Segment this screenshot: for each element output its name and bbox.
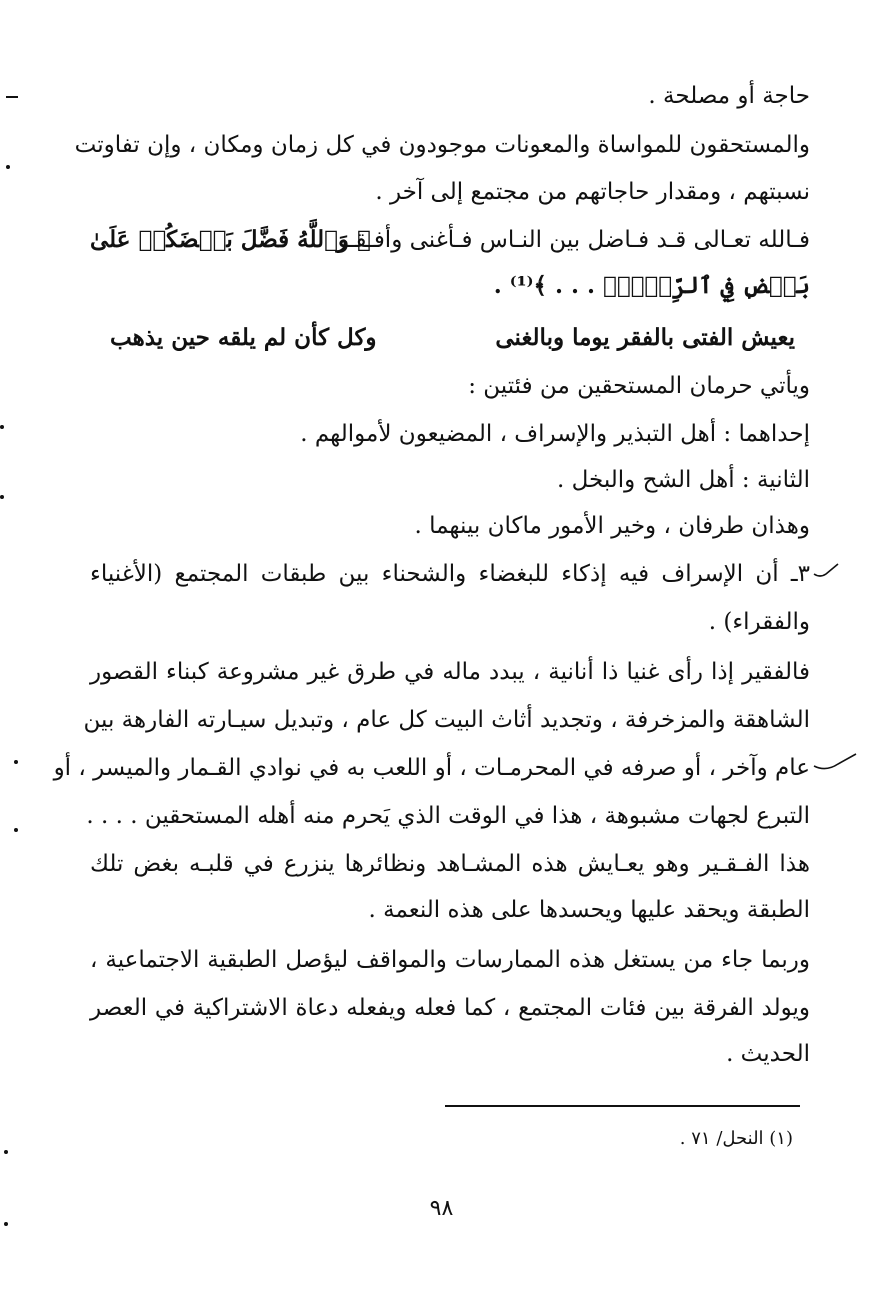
main-text [53, 80, 810, 1067]
margin-dot [14, 828, 18, 832]
footnote-divider [445, 1105, 800, 1107]
margin-dot [14, 760, 18, 764]
text-line: نسبتهم ، ومقدار حاجاتهم من مجتمع إلى آخر . [375, 179, 810, 205]
margin-dot [0, 495, 4, 499]
text-line: فالفقير إذا رأى غنيا ذا أنانية ، يبدد ماله في طرق غير مشروعة كبناء القصور [90, 659, 810, 685]
text-line: الشاهقة والمزخرفة ، وتجديد أثاث البيت كل عام ، وتبديل سيـارته الفارهة بين [83, 707, 810, 733]
margin-dot [4, 1222, 8, 1226]
quran-verse-continuation: بَعۡضٖ فِي ٱلرِّزۡقِۚ . . . ﴾⁽¹⁾ . [493, 272, 810, 299]
page-number: ٩٨ [429, 1196, 454, 1221]
text-line: ويأتي حرمان المستحقين من فئتين : [468, 373, 810, 399]
check-mark-icon [812, 560, 842, 580]
poem-second-hemistich: وكل كأن لم يلقه حين يذهب [110, 324, 377, 351]
text-line: الحديث . [726, 1041, 810, 1067]
text-line: ويولد الفرقة بين فئات المجتمع ، كما فعله ويفعله دعاة الاشتراكية في العصر [90, 995, 810, 1021]
text-line: ٣ـ أن الإسراف فيه إذكاء للبغضاء والشحناء بين طبقات المجتمع (الأغنياء [90, 561, 810, 587]
quran-verse: ﴿ وَٱللَّهُ فَضَّلَ بَعۡضَكُمۡ عَلَىٰ [90, 226, 371, 253]
text-line: فـالله تعـالى قـد فـاضل بين النـاس فـأغنى وأفـقـر [336, 227, 810, 253]
text-line: وهذان طرفان ، وخير الأمور ماكان بينهما . [414, 513, 810, 539]
text-line: وربما جاء من يستغل هذه الممارسات والمواقف ليؤصل الطبقية الاجتماعية ، [90, 947, 810, 973]
margin-dot [0, 425, 4, 429]
margin-dot [6, 165, 10, 169]
text-line: عام وآخر ، أو صرفه في المحرمـات ، أو اللعب به في نوادي القـمار والميسر ، أو [53, 755, 810, 781]
text-line: والمستحقون للمواساة والمعونات موجودون في كل زمان ومكان ، وإن تفاوتت [74, 132, 810, 158]
margin-dot [4, 1150, 8, 1154]
text-line: حاجة أو مصلحة . [648, 83, 810, 109]
text-line: الطبقة ويحقد عليها ويحسدها على هذه النعمة . [368, 897, 810, 923]
text-line: التبرع لجهات مشبوهة ، هذا في الوقت الذي يَحرم منه أهله المستحقين . . . . [86, 803, 810, 829]
text-line: إحداهما : أهل التبذير والإسراف ، المضيعون لأموالهم . [300, 421, 810, 447]
footnote: (١) النحل/ ٧١ . [679, 1128, 793, 1149]
margin-mark [6, 96, 18, 98]
text-line: هذا الفـقـير وهو يعـايش هذه المشـاهد ونظائرها ينزرع في قلبـه بغض تلك [90, 851, 810, 877]
check-mark-icon [812, 752, 858, 772]
poem-first-hemistich: يعيش الفتى بالفقر يوما وبالغنى [495, 324, 795, 351]
text-line: والفقراء) . [708, 609, 810, 635]
text-line: الثانية : أهل الشح والبخل . [556, 467, 810, 493]
